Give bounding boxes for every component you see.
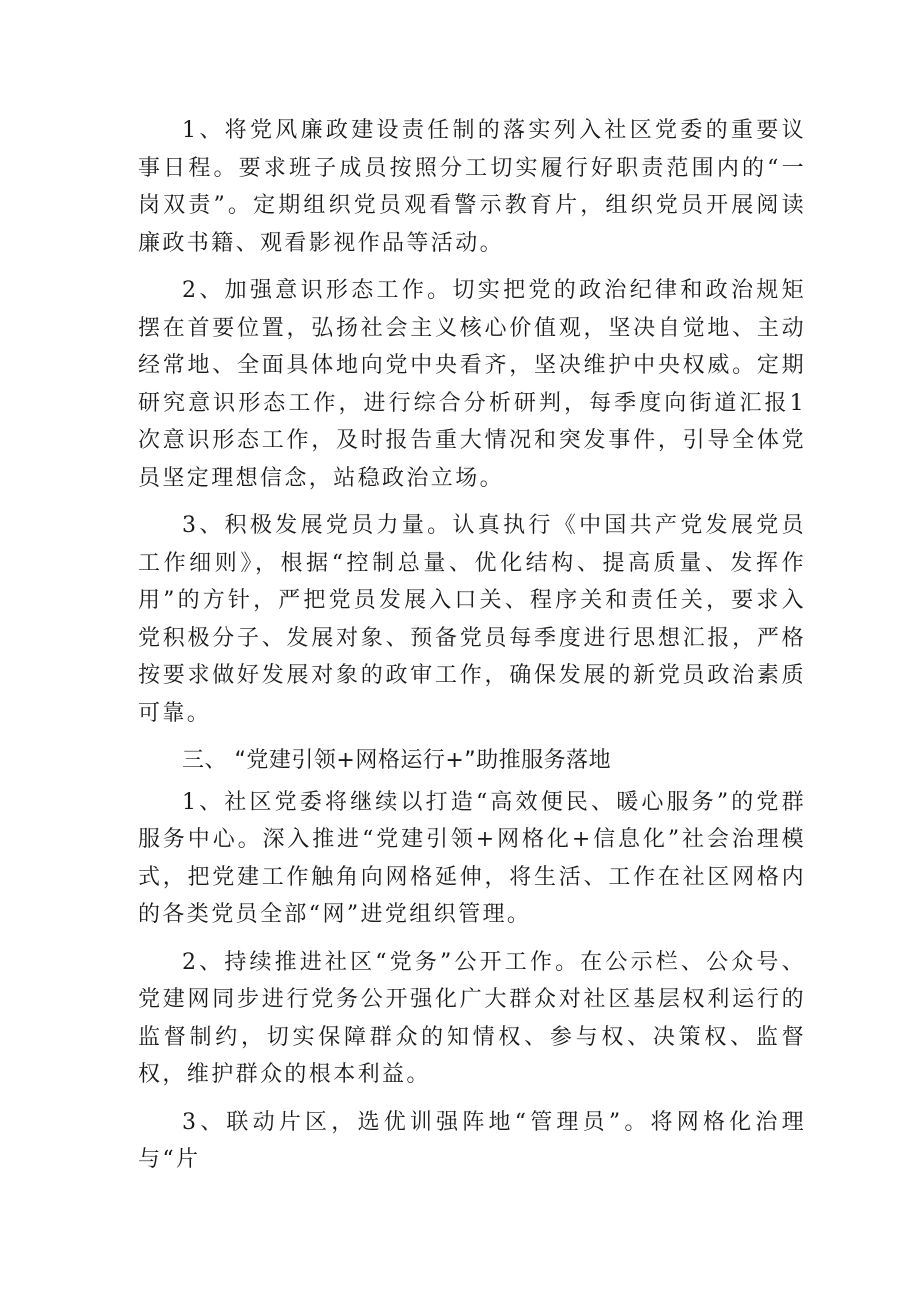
section-paragraph-1: 1、社区党委将继续以打造“高效便民、暖心服务”的党群服务中心。深入推进“党建引领+网格化+信息化”社会治理模式，把党建工作触角向网格延伸，将生活、工作在社区网格内的各类党员全部“网”进党组织管理。 <box>138 789 806 927</box>
paragraph-2: 2、加强意识形态工作。切实把党的政治纪律和政治规矩摆在首要位置，弘扬社会主义核心价值观，坚决自觉地、主动经常地、全面具体地向党中央看齐，坚决维护中央权威。定期研究意识形态工作，进行综合分析研判，每季度向街道汇报1次意识形态工作，及时报告重大情况和突发事件，引导全体党员坚定理想信念，站稳政治立场。 <box>138 278 806 491</box>
section-paragraph-2: 2、持续推进社区“党务”公开工作。在公示栏、公众号、党建网同步进行党务公开强化广大群众对社区基层权利运行的监督制约，切实保障群众的知情权、参与权、决策权、监督权，维护群众的根本利益。 <box>138 949 806 1087</box>
document-body <box>138 112 806 1189</box>
section-heading: 三、 “党建引领+网格运行+”助推服务落地 <box>182 748 612 773</box>
paragraph-3: 3、积极发展党员力量。认真执行《中国共产党发展党员工作细则》，根据“控制总量、优化结构、提高质量、发挥作用”的方针，严把党员发展入口关、程序关和责任关，要求入党积极分子、发展对象、预备党员每季度进行思想汇报，严格按要求做好发展对象的政审工作，确保发展的新党员政治素质可靠。 <box>138 513 806 726</box>
section-paragraph-3: 3、联动片区，选优训强阵地“管理员”。将网格化治理与“片 <box>138 1109 806 1172</box>
paragraph-1: 1、将党风廉政建设责任制的落实列入社区党委的重要议事日程。要求班子成员按照分工切实履行好职责范围内的“一岗双责”。定期组织党员观看警示教育片，组织党员开展阅读廉政书籍、观看影视作品等活动。 <box>138 118 806 256</box>
